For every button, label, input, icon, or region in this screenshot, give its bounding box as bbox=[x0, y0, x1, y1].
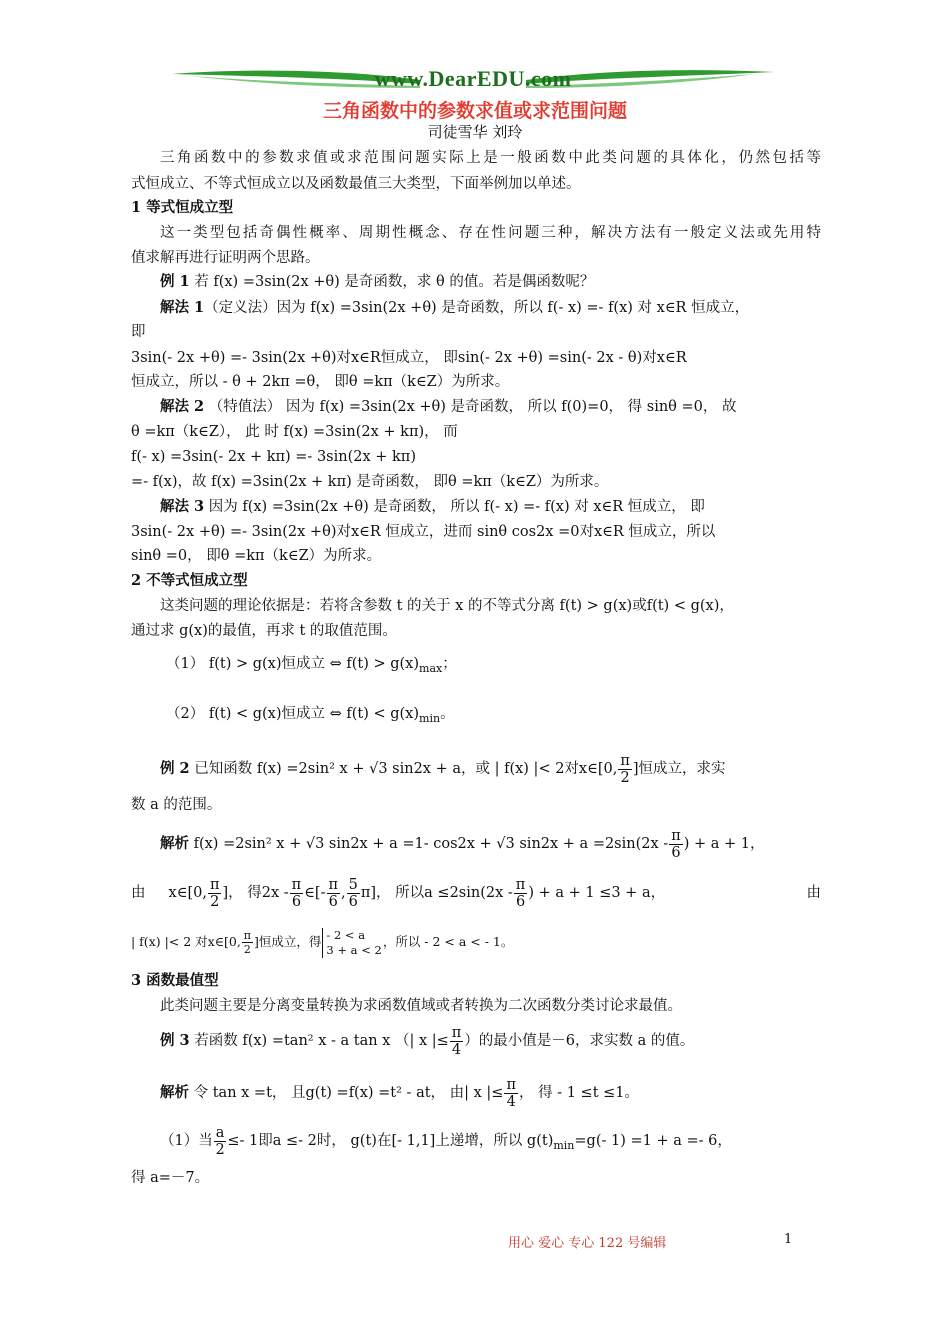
fraction-pi-over-6: $\frac{\pi}{6}$ bbox=[291, 876, 302, 910]
case-1 bbox=[166, 654, 856, 679]
analysis-2-text-b: ) + a + 1， bbox=[683, 836, 765, 852]
example-2-text-b: ]恒成立，求实 bbox=[632, 761, 726, 777]
fraction-pi-over-4: $\frac{\pi}{4}$ bbox=[506, 1076, 516, 1110]
case-2 bbox=[166, 704, 856, 729]
solution-2-line-2: θ =kπ（k∈Z）， 此 时 f(x) =3sin(2x + kπ)， 而 bbox=[131, 424, 458, 440]
section-2-heading: 2 不等式恒成立型 bbox=[131, 572, 248, 589]
example-2-text-a: 已知函数 f(x) =2sin² x + √3 sin2x + a，或 | f(x) |< 2对x∈[0, bbox=[194, 761, 618, 777]
example-3: 例 3 若函数 f(x) =tan² x - a tan x （| x |≤ $\frac{\pi}{4}$ ）的最小值是－6，求实数 a 的值。 bbox=[160, 1024, 695, 1058]
fraction-pi-over-6: $\frac{\pi}{6}$ bbox=[328, 876, 339, 910]
author-line: 司徒雪华 刘玲 bbox=[427, 123, 523, 141]
analysis-3-case-1-result: 得 a=－7。 bbox=[131, 1170, 210, 1186]
page-number: 1 bbox=[784, 1232, 793, 1247]
page-title: 三角函数中的参数求值或求范围问题 bbox=[322, 100, 627, 122]
case-1-subscript: max bbox=[419, 661, 443, 675]
solution-2-line-4: =- f(x)，故 f(x) =3sin(2x + kπ) 是奇函数， 即θ =kπ（k∈Z）为所求。 bbox=[131, 474, 609, 490]
solution-2-text: （特值法） 因为 f(x) =3sin(2x +θ) 是奇函数， 所以 f(0)=0， 得 sinθ =0， 故 bbox=[208, 399, 737, 415]
solution-1-line-2: 即 bbox=[131, 324, 146, 340]
section-2-desc-1: 这类问题的理论依据是：若将含参数 t 的关于 x 的不等式分离 f(t) > g(x)或f(t) < g(x)， bbox=[160, 598, 734, 614]
solution-1-line-4: 恒成立，所以 - θ + 2kπ =θ， 即θ =kπ（k∈Z）为所求。 bbox=[131, 374, 510, 390]
solution-3-label: 解法 3 bbox=[160, 498, 205, 515]
fraction-a-over-2: $\frac{a}{2}$ bbox=[215, 1124, 225, 1158]
section-2-desc-2: 通过求 g(x)的最值，再求 t 的取值范围。 bbox=[131, 623, 397, 639]
example-2-line-2: 数 a 的范围。 bbox=[131, 797, 222, 813]
analysis-3-label: 解析 bbox=[160, 1084, 189, 1101]
example-2-label: 例 2 bbox=[160, 760, 190, 777]
intro-line-1: 三角函数中的参数求值或求范围问题实际上是一般函数中此类问题的具体化，仍然包括等 bbox=[160, 150, 821, 166]
inequality-system: - 2 < a 3 + a < 2 bbox=[322, 928, 381, 958]
case-1-formula: f(t) > g(x)恒成立 ⇔ f(t) > g(x) bbox=[208, 656, 420, 672]
solution-2-label: 解法 2 bbox=[160, 398, 205, 415]
fraction-pi-over-6: $\frac{\pi}{6}$ bbox=[515, 876, 526, 910]
analysis-2-line-1 bbox=[131, 827, 821, 861]
case-2-subscript: min bbox=[419, 711, 441, 725]
case-2-formula: f(t) < g(x)恒成立 ⇔ f(t) < g(x) bbox=[208, 706, 420, 722]
solution-2-line-3: f(- x) =3sin(- 2x + kπ) =- 3sin(2x + kπ) bbox=[131, 449, 416, 465]
section-3-desc: 此类问题主要是分离变量转换为求函数值域或者转换为二次函数分类讨论求最值。 bbox=[160, 998, 682, 1014]
section-3-heading: 3 函数最值型 bbox=[131, 972, 219, 989]
solution-3-line-3: sinθ =0， 即θ =kπ（k∈Z）为所求。 bbox=[131, 548, 382, 564]
analysis-3: 解析 令 tan x =t， 且g(t) =f(x) =t² - at， 由| x |≤ $\frac{\pi}{4}$ ， 得 - 1 ≤t ≤1。 bbox=[160, 1076, 640, 1110]
example-2-line-1 bbox=[131, 752, 821, 786]
case-1-index: （1） bbox=[166, 656, 205, 672]
solution-1-line-1 bbox=[131, 298, 821, 318]
section-1-desc-1: 这一类型包括奇偶性概率、周期性概念、存在性问题三种，解决方法有一般定义法或先用特 bbox=[160, 225, 821, 241]
case-1-end: ； bbox=[442, 656, 457, 672]
analysis-2-line-3: | f(x) |< 2 对x∈[0, $\frac{\pi}{2}$ ]恒成立，得 - 2 < a 3 + a < 2 ，所以 - 2 < a < - 1。 bbox=[131, 927, 514, 957]
analysis-3-case-1: （1）当 $\frac{a}{2}$ ≤- 1即a ≤- 2时， g(t)在[- 1,1]上递增，所以 $g(t)_{min}=g(-$ 1) =1 + a =- 6， bbox=[160, 1124, 732, 1158]
solution-1-text: （定义法）因为 f(x) =3sin(2x +θ) 是奇函数，所以 f(- x) =- f(x) 对 x∈R 恒成立， bbox=[204, 300, 750, 316]
fraction-pi-over-6: $\frac{\pi}{6}$ bbox=[671, 827, 681, 861]
solution-1-label: 解法 1 bbox=[160, 299, 205, 316]
analysis-2-line-2: 由 x∈[0, $\frac{\pi}{2}$ ]， 得2x - $\frac{\pi}{6}$ ∈[- $\frac{\pi}{6}$ , $\frac{5}{6}$ π]， 所以a ≤2sin(2x - $\frac{\pi}{6}$ ) + a + 1 ≤3 + a， 由 bbox=[131, 876, 821, 910]
fraction-pi-over-2: $\frac{\pi}{2}$ bbox=[243, 929, 252, 956]
site-name: www.DearEDU.com bbox=[374, 66, 572, 91]
example-1 bbox=[131, 272, 821, 292]
analysis-2-label: 解析 bbox=[160, 835, 189, 852]
solution-3-text: 因为 f(x) =3sin(2x +θ) 是奇函数， 所以 f(- x) =- f(x) 对 x∈R 恒成立， 即 bbox=[208, 499, 705, 515]
fraction-5-over-6: $\frac{5}{6}$ bbox=[348, 876, 358, 910]
section-1-desc-2: 值求解再进行证明两个思路。 bbox=[131, 250, 320, 266]
solution-1-line-3: 3sin(- 2x +θ) =- 3sin(2x +θ)对x∈R恒成立， 即sin(- 2x +θ) =sin(- 2x - θ)对x∈R bbox=[131, 350, 687, 366]
case-2-index: （2） bbox=[166, 706, 205, 722]
fraction-pi-over-2: $\frac{\pi}{2}$ bbox=[209, 876, 220, 910]
site-banner bbox=[170, 64, 776, 98]
solution-2-line-1 bbox=[131, 397, 821, 417]
analysis-2-text-a: f(x) =2sin² x + √3 sin2x + a =1- cos2x + √3 sin2x + a =2sin(2x - bbox=[193, 836, 669, 852]
solution-3-line-1 bbox=[131, 497, 821, 517]
fraction-pi-over-4: $\frac{\pi}{4}$ bbox=[451, 1024, 462, 1058]
case-2-end: 。 bbox=[440, 706, 455, 722]
solution-3-line-2: 3sin(- 2x +θ) =- 3sin(2x +θ)对x∈R 恒成立，进而 sinθ cos2x =0对x∈R 恒成立，所以 bbox=[131, 524, 716, 540]
fraction-pi-over-2: $\frac{\pi}{2}$ bbox=[620, 752, 630, 786]
footer-editor-note: 用心 爱心 专心 122 号编辑 bbox=[508, 1236, 667, 1251]
section-1-heading: 1 等式恒成立型 bbox=[131, 199, 234, 216]
example-1-label: 例 1 bbox=[160, 273, 190, 290]
example-3-label: 例 3 bbox=[160, 1032, 190, 1049]
intro-line-2: 式恒成立、不等式恒成立以及函数最值三大类型，下面举例加以单述。 bbox=[131, 176, 581, 192]
example-1-text: 若 f(x) =3sin(2x +θ) 是奇函数，求 θ 的值。若是偶函数呢？ bbox=[194, 274, 595, 290]
